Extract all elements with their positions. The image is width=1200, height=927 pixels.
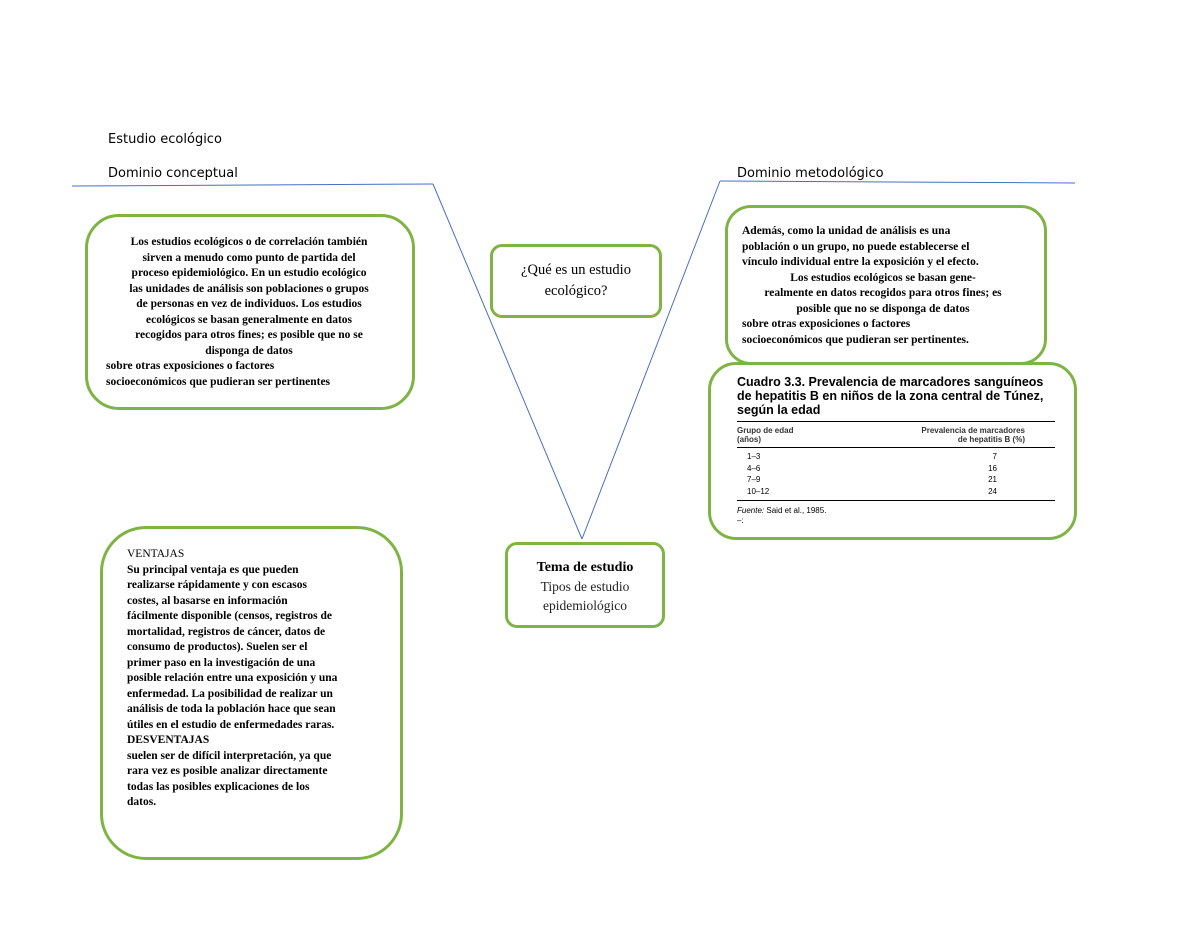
disadvantages-text-line: suelen ser de difícil interpretación, ya que — [127, 749, 332, 762]
question-box — [490, 244, 662, 318]
table-title-line: de hepatitis B en niños de la zona central de Túnez, — [737, 389, 1044, 403]
table-cell-prevalence: 7 — [992, 452, 997, 461]
conceptual-box — [85, 214, 415, 410]
table-cell-prevalence: 16 — [988, 463, 997, 473]
table-row — [737, 474, 1055, 486]
methodological-text-line: Los estudios ecológicos se basan gene- — [790, 271, 976, 284]
table-cell-prevalence: 24 — [988, 486, 997, 496]
table-footnote: –: — [737, 516, 744, 525]
topic-value: Tipos de estudio epidemiológico — [540, 579, 630, 613]
conceptual-text-line: recogidos para otros fines; es posible que no se — [135, 329, 363, 341]
table-row — [737, 463, 1055, 475]
table-body — [737, 451, 1055, 497]
conceptual-text-line: sobre otras exposiciones o factores — [106, 360, 275, 372]
table-cell-age: 10–12 — [747, 486, 770, 496]
methodological-text-center — [742, 271, 1034, 318]
conceptual-text-line: sirven a menudo como punto de partida del — [142, 251, 356, 264]
advantages-text-line: enfermedad. La posibilidad de realizar un — [127, 687, 333, 700]
disadvantages-text — [127, 749, 400, 811]
page-title: Estudio ecológico — [108, 132, 222, 147]
table-source-text: Said et al., 1985. — [766, 506, 827, 515]
methodological-text-line: población o un grupo, no puede establecerse el — [742, 240, 970, 253]
advantages-text-line: posible relación entre una exposición y una — [127, 672, 338, 684]
advantages-heading: VENTAJAS — [127, 548, 185, 560]
conceptual-text-line: Los estudios ecológicos o de correlación también — [130, 236, 368, 248]
table-top-rule — [737, 421, 1055, 422]
topic-box — [505, 542, 665, 628]
disadvantages-text-line: datos. — [127, 796, 157, 808]
methodological-text-line: vínculo individual entre la exposición y el efecto. — [742, 256, 979, 268]
table-cell-age: 1–3 — [747, 452, 761, 461]
advantages-text-line: útiles en el estudio de enfermedades raras. — [127, 718, 335, 731]
advantages-text-line: mortalidad, registros de cáncer, datos de — [127, 625, 326, 638]
table-header-line: (años) — [737, 435, 761, 444]
conceptual-text-line: las unidades de análisis son poblaciones o grupos — [129, 282, 369, 295]
table-header-row — [737, 426, 1055, 444]
methodological-text-bottom — [742, 317, 1034, 348]
table-col-age-header — [737, 426, 881, 444]
conceptual-text-line: socioeconómicos que pudieran ser pertinentes — [106, 375, 331, 388]
methodological-box — [725, 205, 1047, 365]
advantages-text-line: realizarse rápidamente y con escasos — [127, 579, 307, 591]
methodological-text-line: posible que no se disponga de datos — [796, 302, 970, 315]
table-header-line: de hepatitis B (%) — [957, 435, 1025, 444]
advantages-text — [127, 563, 400, 734]
advantages-text-line: análisis de toda la población hace que sean — [127, 703, 336, 715]
conceptual-text-line: ecológicos se basan generalmente en datos — [145, 313, 353, 326]
table-title — [737, 375, 1074, 417]
conceptual-text-line: de personas en vez de individuos. Los estudios — [136, 298, 362, 310]
table-cell-age: 4–6 — [747, 463, 761, 473]
conceptual-text-line: proceso epidemiológico. En un estudio ecológico — [131, 267, 367, 279]
table-col-prevalence-header — [881, 426, 1055, 444]
conceptual-centered-text — [108, 235, 402, 359]
methodological-text-line: socioeconómicos que pudieran ser pertinentes. — [742, 333, 969, 346]
methodological-text-top — [742, 224, 1034, 271]
methodological-text-line: realmente en datos recogidos para otros fines; es — [764, 287, 1002, 299]
right-domain-label: Dominio metodológico — [737, 166, 884, 181]
table-row — [737, 486, 1055, 498]
table-box — [708, 362, 1077, 540]
methodological-text-line: Además, como la unidad de análisis es una — [742, 225, 951, 237]
table-cell-age: 7–9 — [747, 475, 761, 484]
table-bottom-rule — [737, 500, 1055, 501]
advantages-text-line: fácilmente disponible (censos, registros de — [127, 610, 332, 622]
methodological-text-line: sobre otras exposiciones o factores — [742, 318, 911, 330]
advantages-text-line: Su principal ventaja es que pueden — [127, 563, 299, 576]
table-header-line: Grupo de edad — [737, 426, 794, 435]
disadvantages-text-line: rara vez es posible analizar directamente — [127, 765, 328, 777]
table-source — [737, 506, 1074, 515]
table-title-line: según la edad — [737, 403, 821, 417]
advantages-box — [100, 526, 403, 860]
table-header-line: Prevalencia de marcadores — [921, 426, 1025, 435]
advantages-text-line: costes, al basarse en información — [127, 594, 288, 607]
disadvantages-heading: DESVENTAJAS — [127, 734, 210, 746]
left-domain-label: Dominio conceptual — [108, 166, 238, 181]
table-source-label: Fuente: — [737, 506, 765, 515]
question-text: ¿Qué es un estudio ecológico? — [521, 262, 631, 299]
conceptual-text-line: disponga de datos — [205, 344, 293, 357]
table-header-rule — [737, 447, 1055, 448]
table-cell-prevalence: 21 — [988, 475, 997, 484]
table-title-line: Cuadro 3.3. Prevalencia de marcadores sanguíneos — [737, 375, 1044, 389]
table-row — [737, 451, 1055, 463]
conceptual-left-text — [106, 359, 402, 390]
advantages-text-line: primer paso en la investigación de una — [127, 656, 316, 669]
topic-label: Tema de estudio — [536, 560, 634, 575]
disadvantages-text-line: todas las posibles explicaciones de los — [127, 780, 310, 793]
advantages-text-line: consumo de productos). Suelen ser el — [127, 641, 308, 653]
